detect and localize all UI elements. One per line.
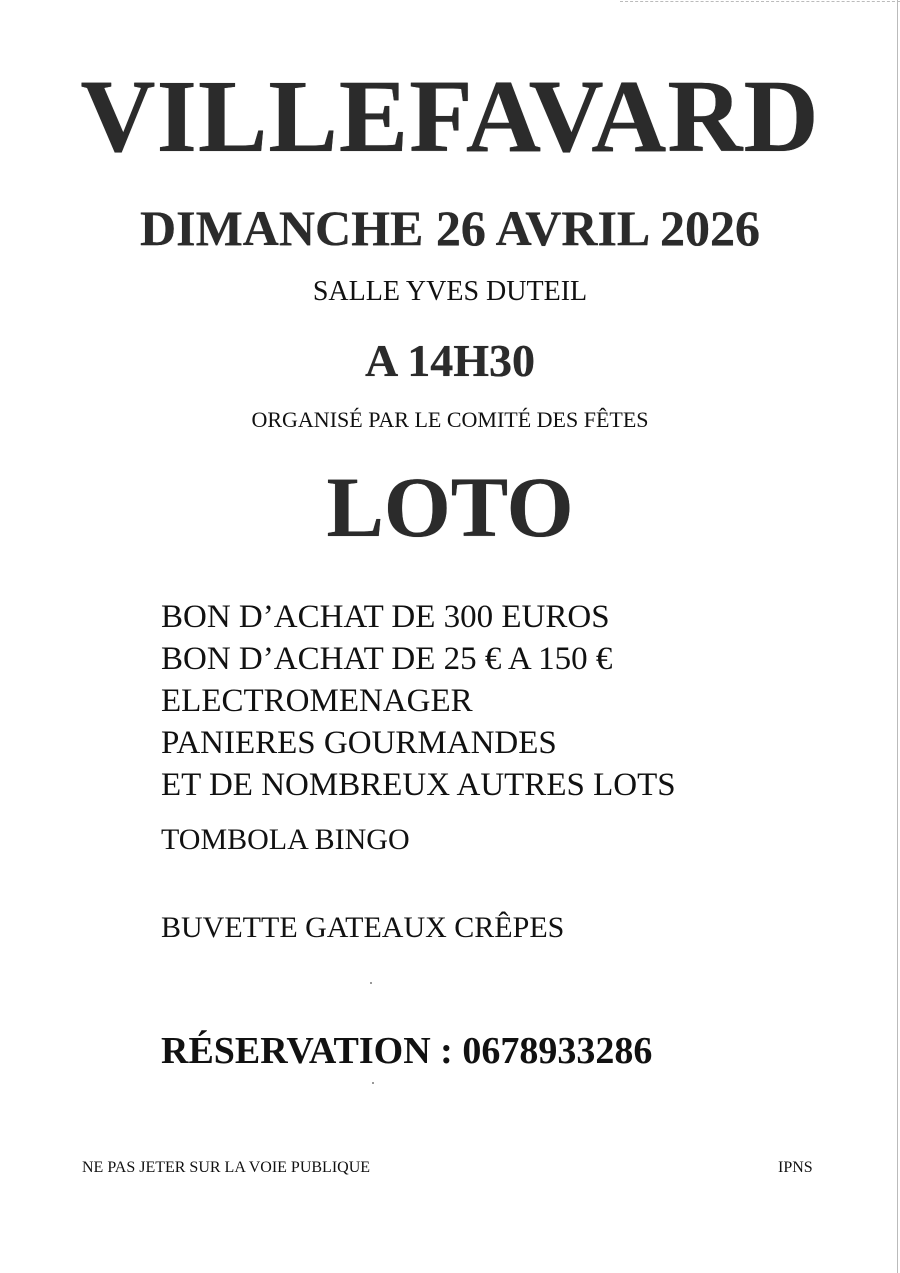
prize-item: PANIERES GOURMANDES	[161, 725, 557, 761]
event-name: LOTO	[326, 459, 574, 555]
games-line: TOMBOLA BINGO	[161, 823, 410, 856]
footer-notice: NE PAS JETER SUR LA VOIE PUBLIQUE	[82, 1159, 371, 1176]
event-time: A 14H30	[365, 335, 535, 386]
event-date: DIMANCHE 26 AVRIL 2026	[140, 200, 760, 256]
reservation-line: RÉSERVATION : 0678933286	[161, 1030, 653, 1072]
prize-item: ELECTROMENAGER	[161, 683, 473, 719]
town-title: VILLEFAVARD	[80, 59, 820, 174]
prize-item: BON D’ACHAT DE 25 € A 150 €	[161, 641, 613, 677]
prize-item: ET DE NOMBREUX AUTRES LOTS	[161, 767, 676, 803]
event-venue: SALLE YVES DUTEIL	[312, 276, 588, 307]
footer-printer: IPNS	[778, 1159, 813, 1176]
prize-item: BON D’ACHAT DE 300 EUROS	[161, 599, 610, 635]
scan-speck	[370, 982, 372, 984]
scan-edge	[897, 0, 898, 1273]
organizer-line: ORGANISÉ PAR LE COMITÉ DES FÊTES	[251, 407, 649, 432]
scan-speck	[372, 1082, 374, 1084]
prize-list	[161, 596, 676, 806]
scan-edge-top	[620, 1, 900, 3]
refreshments-line: BUVETTE GATEAUX CRÊPES	[161, 911, 565, 944]
